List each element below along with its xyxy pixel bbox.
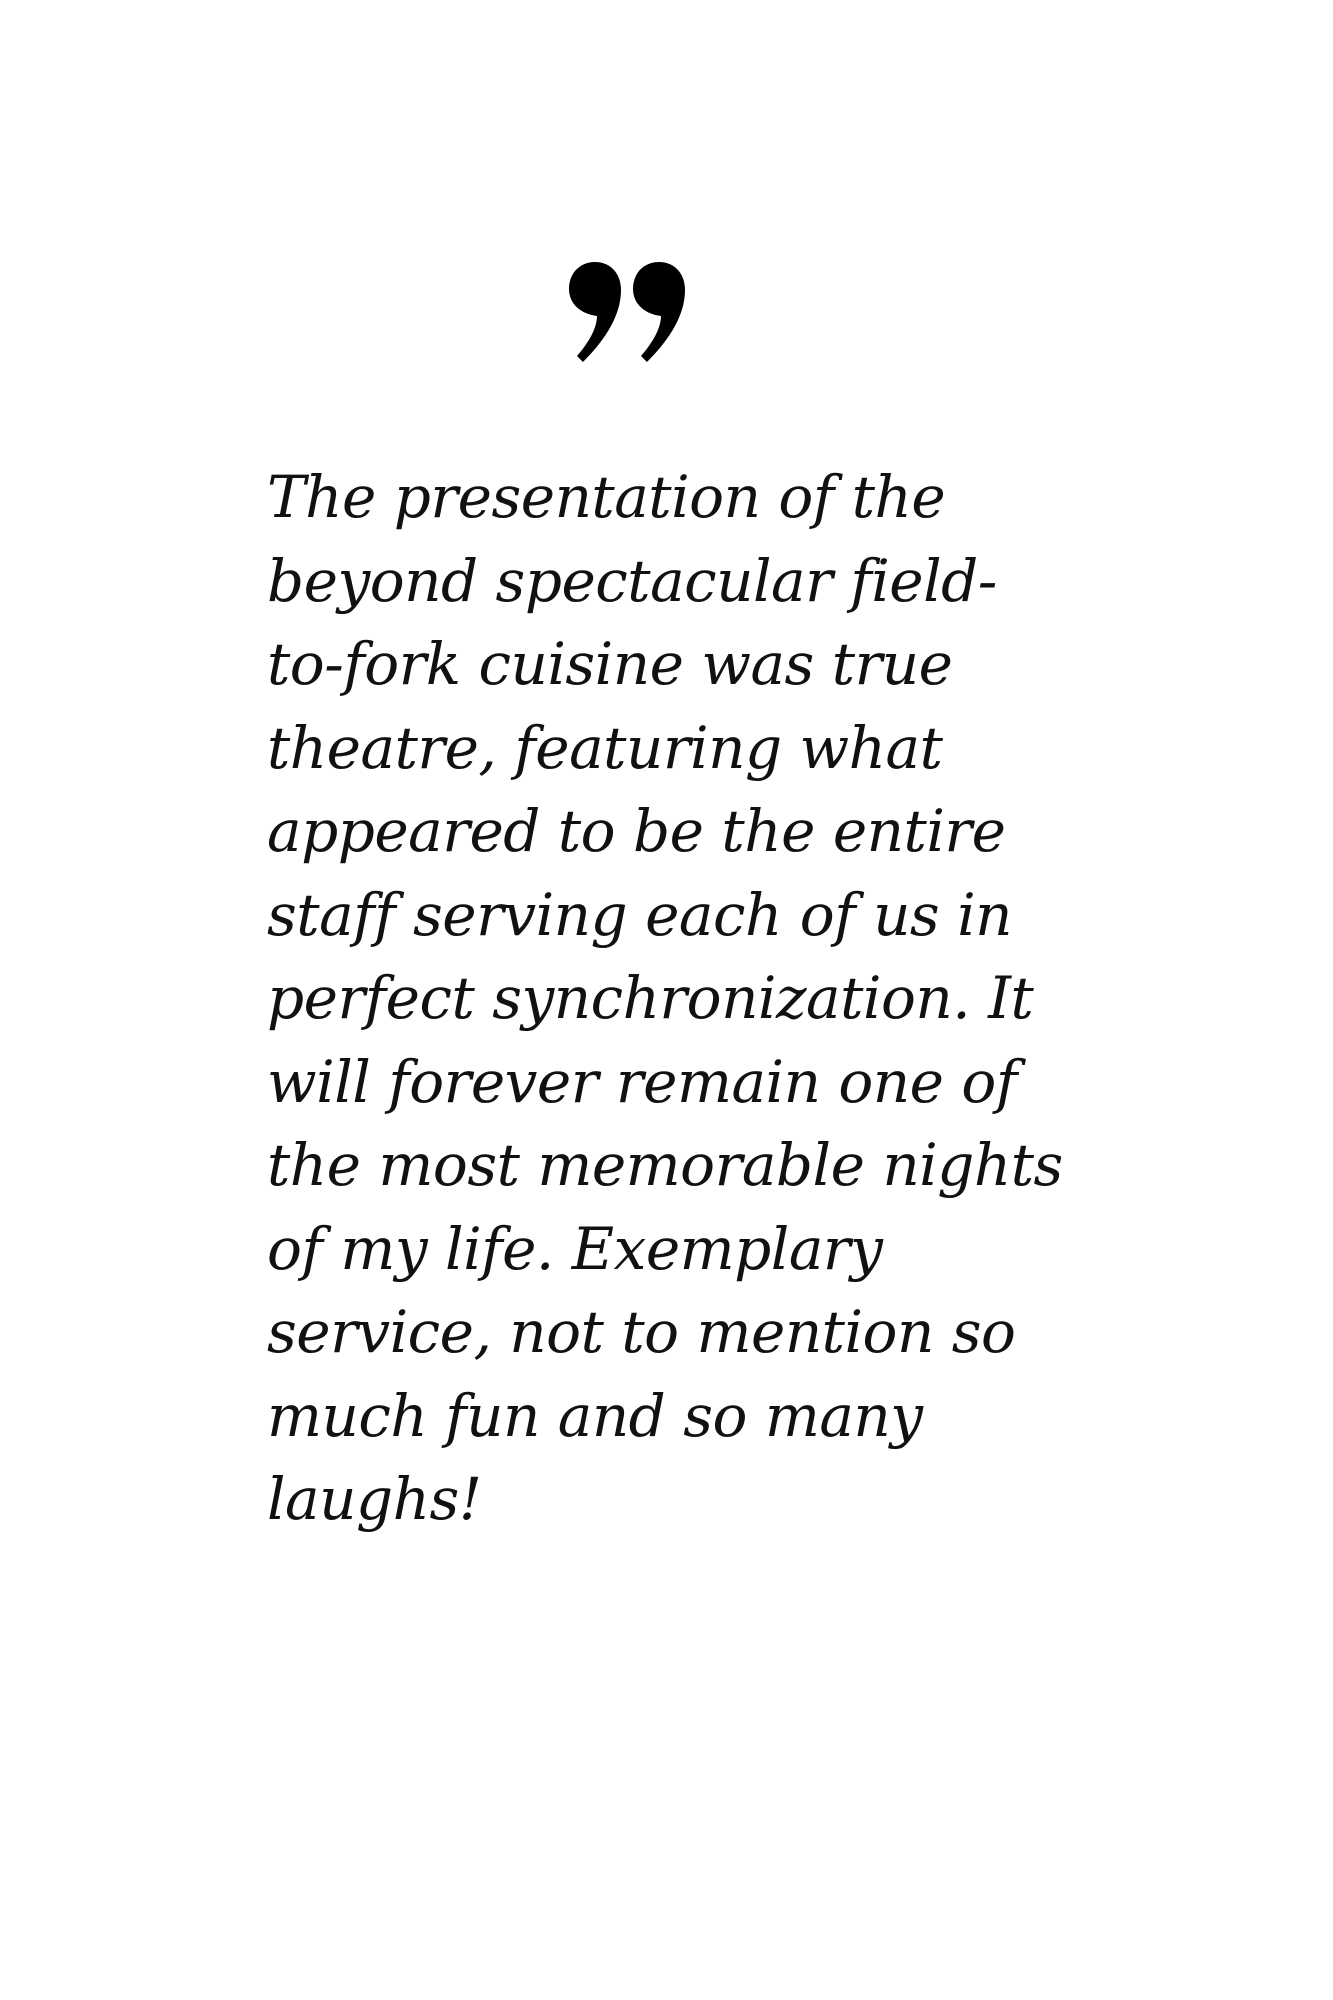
quote-line: to-fork cuisine was true — [267, 630, 953, 698]
quote-line: theatre, featuring what — [267, 713, 943, 782]
quote-line: perfect synchronization. It — [267, 964, 1034, 1032]
quote-line: beyond spectacular field- — [267, 546, 997, 615]
quote-line: staff serving each of us in — [267, 880, 1013, 949]
quote-line: will forever remain one of — [267, 1047, 1017, 1116]
quote-line: of my life. Exemplary — [267, 1214, 883, 1283]
quote-line: appeared to be the entire — [267, 797, 1006, 865]
quote-line: The presentation of the — [267, 463, 946, 531]
quote-line: the most memorable nights — [267, 1131, 1063, 1199]
quote-line: laughs! — [267, 1465, 482, 1533]
quote-mark-left-glyph — [569, 262, 621, 362]
quote-mark-right-glyph — [633, 262, 685, 362]
quote-mark-svg — [569, 262, 685, 362]
testimonial-quote — [267, 456, 1087, 1542]
closing-double-quote-icon — [569, 262, 685, 362]
quote-line: service, not to mention so — [267, 1298, 1016, 1366]
quote-line: much fun and so many — [267, 1381, 923, 1450]
